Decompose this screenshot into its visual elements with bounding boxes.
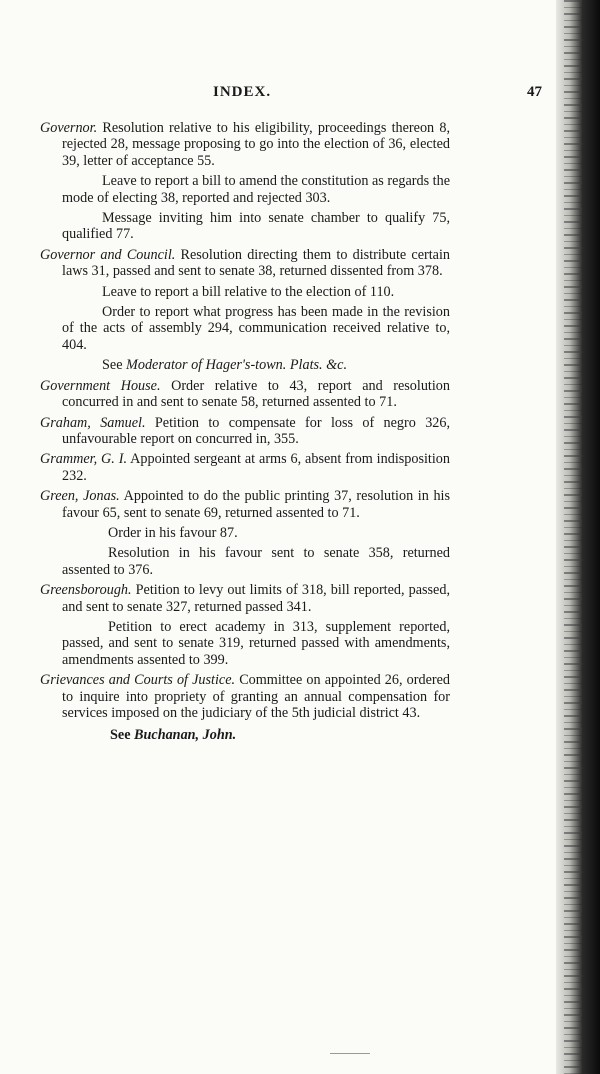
index-entry-grammer — [40, 451, 450, 484]
entry-heading: Greensborough. — [40, 582, 132, 599]
entry-first-paragraph — [40, 247, 450, 280]
entry-text: Resolution relative to his eligibility, proceedings thereon 8, rejected 28, message proposing to go into the election of 36, elected 39, letter of acceptance 55. — [62, 120, 450, 169]
index-entry-green-jonas — [40, 488, 450, 578]
entry-continuation: Petition to erect academy in 313, supplement reported, passed, and sent to senate 319, returned passed with amendments, amendments assented to 399. — [62, 618, 450, 668]
entry-heading: Governor and Council. — [40, 246, 176, 263]
see-prefix: See — [102, 357, 123, 374]
entry-first-paragraph — [40, 415, 450, 448]
entry-first-paragraph — [40, 451, 450, 484]
entry-text: Appointed sergeant at arms 6, absent from indisposition 232. — [62, 451, 450, 484]
entry-heading: Grievances and Courts of Justice. — [40, 672, 236, 689]
see-reference — [40, 357, 450, 373]
entry-first-paragraph — [40, 120, 450, 169]
index-entry-greensborough — [40, 582, 450, 668]
entry-continuation: Order in his favour 87. — [108, 524, 238, 541]
see-target: Moderator of Hager's-town. Plats. &c. — [126, 357, 348, 374]
index-entry-governor — [40, 120, 450, 243]
entry-text: Petition to levy out limits of 318, bill reported, passed, and sent to senate 327, returned passed 341. — [62, 582, 450, 615]
entry-heading: Governor. — [40, 120, 98, 136]
see-target: Buchanan, John. — [134, 727, 237, 744]
entry-continuation: Leave to report a bill relative to the election of 110. — [102, 283, 395, 300]
scan-smudge — [330, 1053, 370, 1054]
entry-continuation: Message inviting him into senate chamber to qualify 75, qualified 77. — [62, 210, 450, 243]
index-body — [40, 120, 450, 744]
entry-text: Petition to compensate for loss of negro 326, unfavourable report on concurred in, 355. — [62, 414, 451, 447]
entry-text: Order relative to 43, report and resolution concurred in and sent to senate 58, returned assented to 71. — [62, 377, 450, 411]
entry-text: Appointed to do the public printing 37, resolution in his favour 65, sent to senate 69, returned assented to 71. — [62, 488, 450, 521]
entry-continuation: Resolution in his favour sent to senate 358, returned assented to 376. — [62, 545, 450, 578]
index-entry-grievances — [40, 672, 450, 721]
index-entry-governor-and-council — [40, 247, 450, 374]
entry-first-paragraph — [40, 488, 450, 521]
entry-text: Resolution directing them to distribute certain laws 31, passed and sent to senate 38, returned dissented from 378. — [62, 246, 450, 280]
index-entry-graham-samuel — [40, 415, 450, 448]
entry-heading: Grammer, G. I. — [40, 451, 128, 468]
entry-first-paragraph — [40, 378, 450, 411]
entry-first-paragraph — [40, 582, 450, 615]
running-header — [0, 84, 556, 104]
entry-text: Committee on appointed 26, ordered to inquire into propriety of granting an annual compensation for services imposed on the judiciary of the 5th judicial district 43. — [62, 672, 450, 721]
closing-see-reference — [40, 727, 450, 743]
book-spine-shadow — [556, 0, 600, 1074]
page-number: 47 — [527, 84, 542, 100]
running-title: INDEX. — [213, 84, 272, 100]
see-prefix: See — [110, 727, 131, 744]
entry-continuation: Leave to report a bill to amend the constitution as regards the mode of electing 38, reported and rejected 303. — [62, 173, 450, 206]
entry-heading: Green, Jonas. — [40, 488, 120, 505]
entry-first-paragraph — [40, 672, 450, 721]
entry-continuation: Order to report what progress has been made in the revision of the acts of assembly 294, communication received relative to, 404. — [62, 304, 450, 353]
entry-heading: Government House. — [40, 377, 161, 394]
index-entry-government-house — [40, 378, 450, 411]
entry-heading: Graham, Samuel. — [40, 414, 146, 431]
